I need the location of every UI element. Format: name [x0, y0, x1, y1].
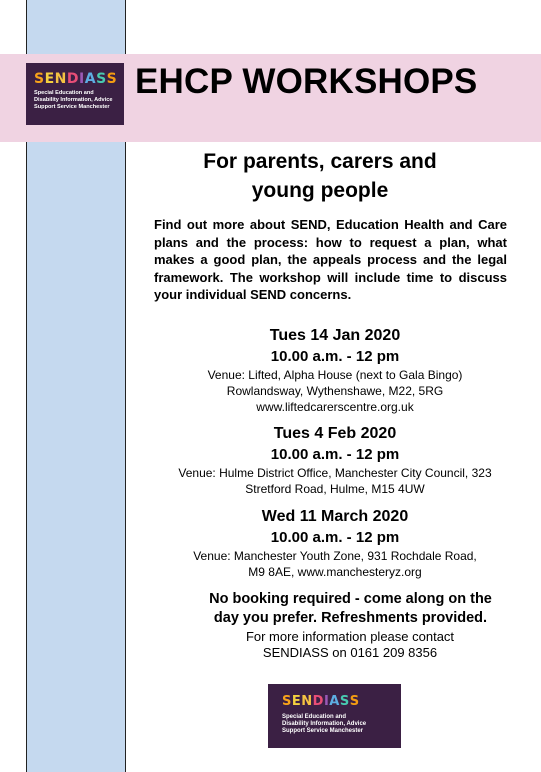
logo-letter: N: [54, 71, 67, 87]
logo-letter: A: [329, 694, 340, 709]
logo-sub-line: Support Service Manchester: [34, 104, 110, 110]
logo-letter: E: [44, 71, 55, 87]
logo-sub-line: Disability Information, Advice: [282, 721, 367, 727]
notice-line: No booking required - come along on the: [209, 591, 492, 607]
session-time: 10.00 a.m. - 12 pm: [270, 446, 400, 463]
session-3: [150, 507, 520, 580]
logo-sub-line: Disability Information, Advice: [34, 97, 113, 103]
session-time: 10.00 a.m. - 12 pm: [270, 529, 400, 546]
logo-sub-line: Special Education and: [34, 90, 94, 96]
subtitle-line: For parents, carers and: [203, 150, 437, 173]
session-date: Tues 4 Feb 2020: [273, 425, 397, 442]
logo-letter: S: [349, 694, 360, 709]
logo-letter: S: [96, 71, 107, 87]
contact-line: SENDIASS on 0161 209 8356: [262, 645, 438, 660]
logo-sub-line: Special Education and: [282, 714, 347, 720]
session-date: Tues 14 Jan 2020: [269, 327, 401, 344]
no-booking-notice: [178, 590, 523, 628]
venue-line: Stretford Road, Hulme, M15 4UW: [245, 482, 425, 496]
logo-subtext: [34, 90, 120, 111]
logo-letter: I: [323, 694, 330, 709]
session-1: [150, 326, 520, 415]
contact-line: For more information please contact: [245, 629, 455, 644]
logo-letter: S: [34, 71, 45, 87]
venue-line: M9 8AE, www.manchesteryz.org: [248, 565, 422, 579]
page-title: EHCP WORKSHOPS: [135, 62, 478, 101]
logo-letter: S: [282, 694, 292, 709]
session-venue: [150, 548, 520, 580]
contact-info: [210, 629, 490, 661]
logo-letter: A: [84, 71, 97, 87]
session-venue: [150, 367, 520, 415]
sendiass-logo: [26, 63, 124, 125]
logo-subtext: [282, 714, 395, 735]
intro-paragraph: Find out more about SEND, Education Health and Care plans and the process: how to request a plan, what makes a good plan, the appeals process and the legal framework. The workshop will include time to discuss your individual SEND concerns.: [154, 217, 507, 302]
session-venue: [150, 465, 520, 497]
logo-wordmark: [282, 694, 395, 710]
session-time: 10.00 a.m. - 12 pm: [270, 348, 400, 365]
venue-line: Venue: Lifted, Alpha House (next to Gala Bingo): [207, 368, 463, 382]
session-2: [150, 424, 520, 497]
logo-letter: S: [339, 694, 350, 709]
notice-line: day you prefer. Refreshments provided.: [213, 610, 488, 626]
logo-letter: S: [106, 71, 118, 87]
logo-wordmark: [34, 71, 120, 87]
session-date: Wed 11 March 2020: [261, 508, 409, 525]
sendiass-logo-footer: [268, 684, 401, 748]
logo-letter: D: [312, 694, 324, 709]
venue-line: Rowlandsway, Wythenshawe, M22, 5RG: [226, 384, 444, 398]
subtitle: [150, 147, 490, 205]
subtitle-line: young people: [251, 179, 389, 202]
logo-letter: E: [291, 694, 302, 709]
venue-link[interactable]: www.liftedcarerscentre.org.uk: [256, 400, 414, 414]
logo-letter: I: [79, 71, 85, 87]
logo-sub-line: Support Service Manchester: [282, 728, 364, 734]
venue-line: Venue: Manchester Youth Zone, 931 Rochdale Road,: [193, 549, 477, 563]
venue-line: Venue: Hulme District Office, Manchester City Council, 323: [178, 466, 492, 480]
logo-letter: D: [66, 71, 80, 87]
logo-letter: N: [301, 694, 313, 709]
